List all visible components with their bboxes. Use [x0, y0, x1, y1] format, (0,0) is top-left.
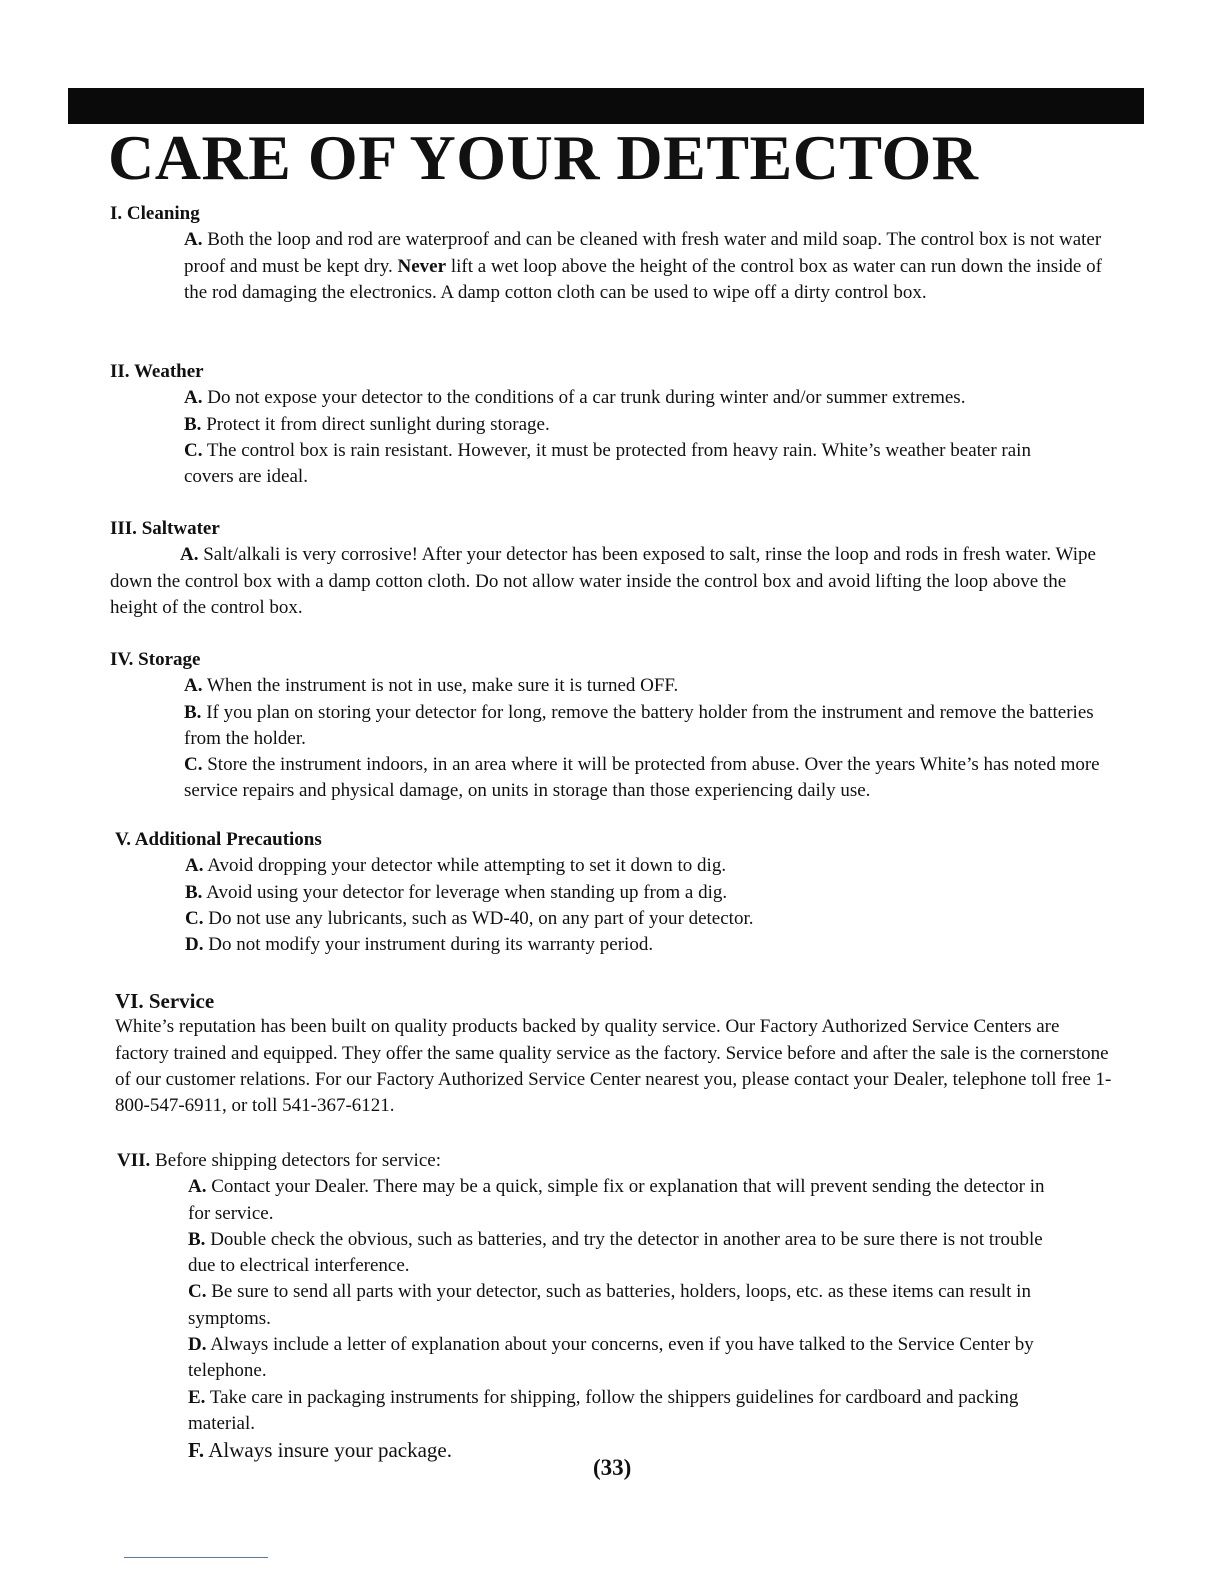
weather-item-a: A. Do not expose your detector to the conditions of a car trunk during winter and/or summer extremes.	[184, 387, 966, 409]
storage-item-a: A. When the instrument is not in use, make sure it is turned OFF.	[184, 675, 679, 697]
section-heading: I. Cleaning	[110, 203, 200, 224]
storage-item-c: C. Store the instrument indoors, in an area where it will be protected from abuse. Over the years White’s has noted more service repairs and physical damage, on units in storage than those experiencing daily use.	[184, 754, 1100, 802]
section-heading: II. Weather	[110, 361, 204, 382]
page-number: (33)	[593, 1455, 632, 1480]
header-bar	[68, 88, 1144, 124]
weather-item-c: C. The control box is rain resistant. However, it must be protected from heavy rain. White’s weather beater rain covers are ideal.	[184, 439, 1031, 488]
footer-rule	[124, 1557, 268, 1558]
section-cleaning	[110, 201, 1110, 306]
shipping-item-e: E. Take care in packaging instruments for shipping, follow the shippers guidelines for cardboard and packing material.	[188, 1386, 1019, 1434]
storage-item-b: B. If you plan on storing your detector for long, remove the battery holder from the instrument and remove the batteries from the holder.	[184, 701, 1094, 749]
section-shipping	[117, 1148, 1077, 1464]
saltwater-item-a: A. Salt/alkali is very corrosive! After your detector has been exposed to salt, rinse the loop and rods in fresh water. Wipe down the control box with a damp cotton cloth. Do not allow water inside the control box and avoid lifting the loop above the height of the control box.	[110, 544, 1096, 618]
section-heading: VI. Service	[115, 989, 215, 1013]
precautions-item-a: A. Avoid dropping your detector while attempting to set it down to dig.	[185, 855, 727, 877]
section-service	[115, 988, 1115, 1119]
precautions-item-b: B. Avoid using your detector for leverage when standing up from a dig.	[185, 881, 728, 903]
section-heading: III. Saltwater	[110, 518, 220, 539]
section-weather	[110, 359, 1120, 490]
page-title: CARE OF YOUR DETECTOR	[108, 122, 979, 193]
section-heading: IV. Storage	[110, 649, 201, 670]
precautions-item-d: D. Do not modify your instrument during its warranty period.	[185, 934, 654, 956]
precautions-item-c: C. Do not use any lubricants, such as WD-40, on any part of your detector.	[185, 907, 754, 929]
service-paragraph: White’s reputation has been built on quality products backed by quality service. Our Factory Authorized Service Centers are factory trained and equipped. They offer the same quality service as the factory. Service before and after the sale is the cornerstone of our customer relations. For our Factory Authorized Service Center nearest you, please contact your Dealer, telephone toll free 1-800-547-6911, or toll 541-367-6121.	[115, 1016, 1112, 1117]
shipping-item-d: D. Always include a letter of explanation about your concerns, even if you have talked to the Service Center by telephone.	[188, 1334, 1034, 1382]
shipping-item-c: C. Be sure to send all parts with your detector, such as batteries, holders, loops, etc. as these items can result in symptoms.	[188, 1281, 1031, 1329]
section-saltwater	[110, 516, 1110, 621]
section-precautions	[115, 827, 1115, 958]
section-heading: V. Additional Precautions	[115, 829, 322, 850]
section-heading: VII. Before shipping detectors for service:	[117, 1150, 441, 1171]
shipping-item-f: F. Always insure your package.	[188, 1438, 453, 1463]
shipping-item-a: A. Contact your Dealer. There may be a quick, simple fix or explanation that will prevent sending the detector in for service.	[188, 1176, 1045, 1224]
section-storage	[110, 647, 1134, 805]
cleaning-item-a: A. Both the loop and rod are waterproof and can be cleaned with fresh water and mild soap. The control box is not water proof and must be kept dry. Never lift a wet loop above the height of the control box as water can run down the inside of the rod damaging the electronics. A damp cotton cloth can be used to wipe off a dirty control box.	[184, 229, 1102, 303]
shipping-item-b: B. Double check the obvious, such as batteries, and try the detector in another area to be sure there is not trouble due to electrical interference.	[188, 1228, 1043, 1277]
weather-item-b: B. Protect it from direct sunlight during storage.	[184, 413, 550, 435]
